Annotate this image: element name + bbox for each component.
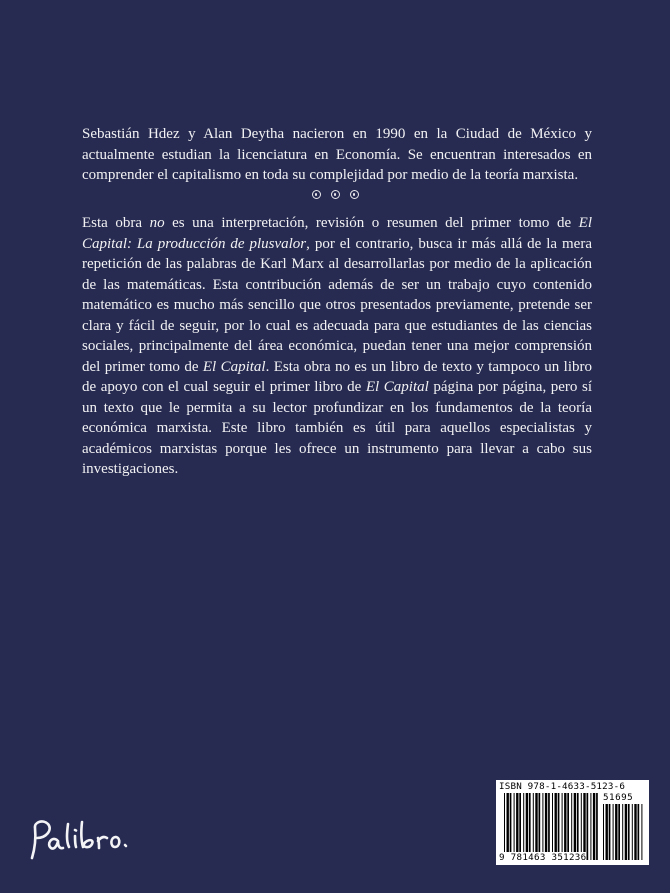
- ornament-dot-icon: [331, 190, 340, 199]
- barcode-bar: [603, 804, 604, 860]
- barcode-bar: [638, 804, 640, 860]
- barcode-bar: [625, 804, 627, 860]
- barcode-bar: [519, 793, 521, 860]
- barcode-bar: [514, 793, 515, 860]
- barcode-bar: [587, 793, 589, 860]
- barcode-bar: [516, 793, 518, 860]
- barcode-bar: [618, 804, 620, 860]
- synopsis-book-title: El Capital: [202, 358, 266, 375]
- barcode-bar: [539, 793, 541, 860]
- barcode-bar: [581, 793, 582, 860]
- barcode-bar: [533, 793, 534, 860]
- ornament-separator: [0, 190, 670, 199]
- synopsis-book-title: El Capital: La producción de plusvalor: [82, 215, 592, 252]
- barcode-bar: [613, 804, 614, 860]
- barcode-bar: [596, 793, 598, 860]
- barcode-bar: [523, 793, 524, 860]
- barcode-bar: [615, 804, 617, 860]
- barcode-bar: [622, 804, 623, 860]
- barcode-bar: [628, 804, 630, 860]
- isbn-barcode: [496, 780, 649, 865]
- barcode-bar: [507, 793, 509, 860]
- ornament-dot-icon: [350, 190, 359, 199]
- synopsis-text: , por el contrario, busca ir más allá de la mera repetición de las palabras de Karl Marx al desarrollarlas por medio de la aplicación de las matemáticas. Esta contribución además de ser un trabajo cuyo contenido matemático es mucho más sencillo que otros presentados previamente, pretende ser clara y fácil de seguir, por lo cual es adecuada para que estudiantes de las ciencias sociales, principalmente del área económica, puedan tener una mejor comprensión del primer tomo de: [82, 235, 592, 375]
- barcode-bar: [504, 793, 505, 860]
- barcode-bar: [526, 793, 528, 860]
- author-bio: Sebastián Hdez y Alan Deytha nacieron en 1990 en la Ciudad de México y actualmente estudian la licenciatura en Economía. Se encuentran interesados en comprender el capitalismo en toda su complejidad por medio de la teoría marxista.: [82, 126, 592, 183]
- barcode-bar: [606, 804, 608, 860]
- synopsis-book-title: El Capital: [365, 379, 429, 395]
- barcode-price-code: 51695: [603, 792, 634, 803]
- barcode-bar: [542, 793, 543, 860]
- barcode-bar: [545, 793, 547, 860]
- ornament-dot-icon: [312, 190, 321, 199]
- barcode-bar: [529, 793, 531, 860]
- barcode-bar: [632, 804, 633, 860]
- barcode-bar: [552, 793, 553, 860]
- publisher-logo: [26, 814, 136, 864]
- barcode-bar: [558, 793, 560, 860]
- barcode-bar: [571, 793, 572, 860]
- barcode-bar: [593, 793, 595, 860]
- barcode-bar: [567, 793, 569, 860]
- synopsis-text: Esta obra: [82, 215, 150, 231]
- barcode-bar: [590, 793, 591, 860]
- synopsis-text: página por página, pero sí un texto que le permita a su lector profundizar en los fundamentos de la teoría económica marxista. Este libro también es útil para aquellos especialistas y académicos marxistas porque les ofrece un instrumento para llevar a cabo sus investigaciones.: [82, 379, 592, 477]
- synopsis-text: . Esta obra no es un libro de texto y tampoco un libro de apoyo con el cual seguir el primer libro de: [82, 358, 592, 395]
- barcode-ean-digits: 9 781463 351236: [499, 852, 587, 863]
- barcode-bar: [634, 804, 636, 860]
- barcode-bar: [574, 793, 576, 860]
- barcode-bar: [609, 804, 611, 860]
- barcode-bar: [535, 793, 537, 860]
- barcode-bar: [548, 793, 550, 860]
- barcode-bar: [562, 793, 563, 860]
- synopsis-text: es una interpretación, revisión o resumen del primer tomo de: [164, 215, 579, 231]
- barcode-bar: [641, 804, 642, 860]
- synopsis-emphasis: no: [149, 215, 165, 231]
- barcode-bar: [564, 793, 566, 860]
- barcode-bar: [555, 793, 557, 860]
- barcode-bar: [510, 793, 512, 860]
- isbn-number: ISBN 978-1-4633-5123-6: [499, 781, 626, 792]
- barcode-bar: [583, 793, 585, 860]
- barcode-bar: [577, 793, 579, 860]
- book-synopsis: [82, 213, 592, 480]
